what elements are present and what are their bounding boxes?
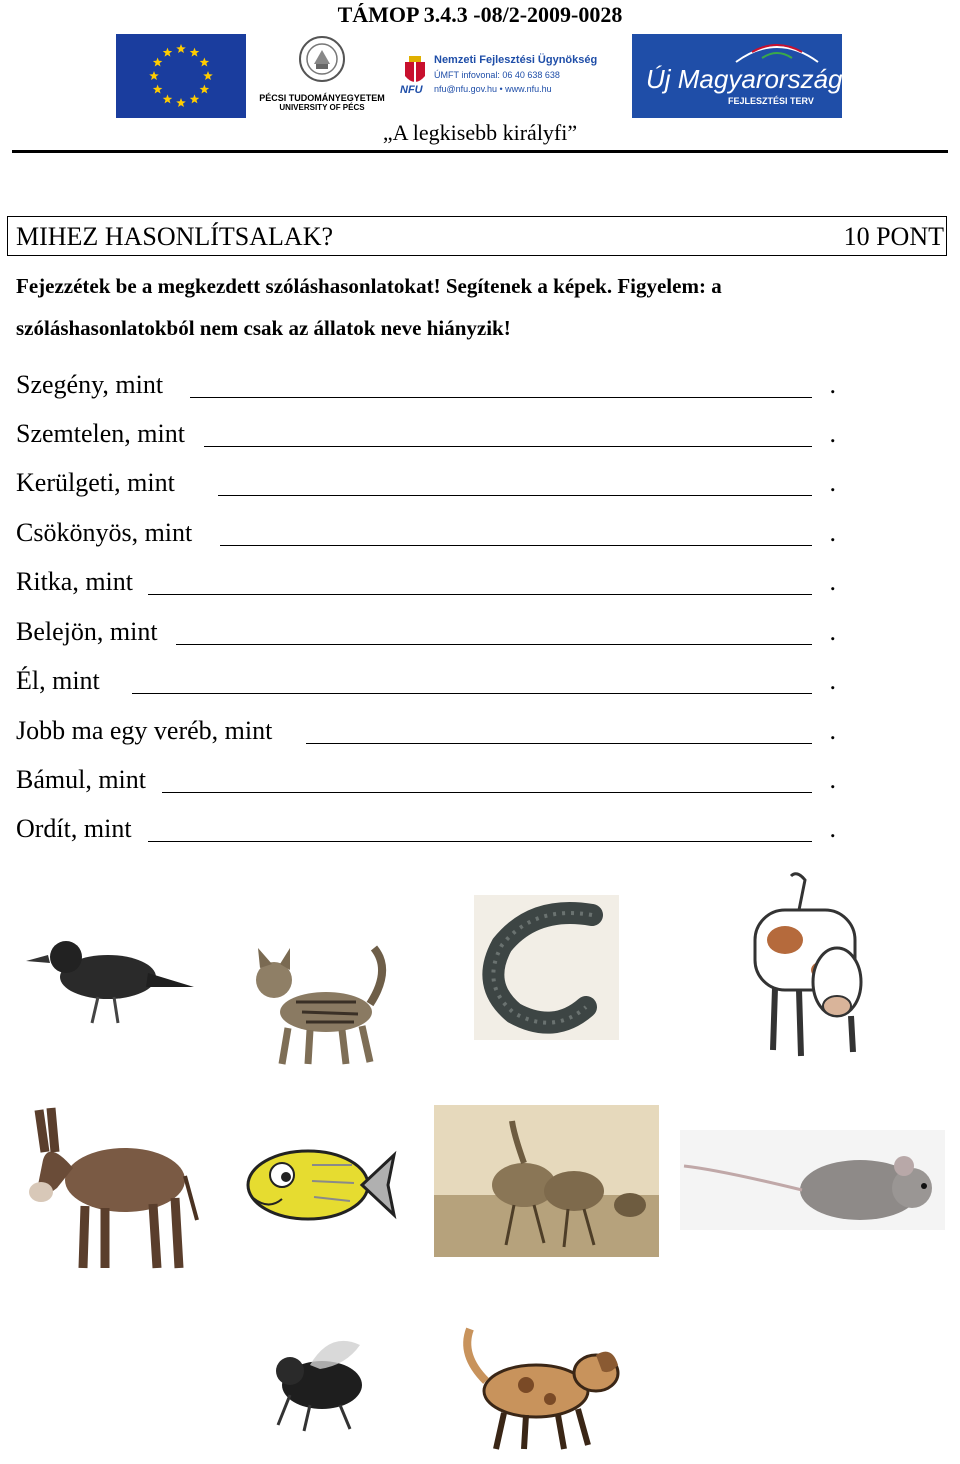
- exercise-row: [16, 370, 846, 404]
- instruction-line-1: Fejezzétek be a megkezdett szóláshasonlatokat! Segítenek a képek. Figyelem: a: [16, 274, 722, 298]
- exercise-prompt: Bámul, mint: [16, 765, 146, 794]
- pte-name-en: UNIVERSITY OF PÉCS: [279, 103, 365, 112]
- exercise-prompt: Szegény, mint: [16, 370, 164, 399]
- cat-image: [246, 940, 396, 1070]
- exercise-row: [16, 518, 846, 552]
- exercise-row: [16, 468, 846, 502]
- task-points: 10 PONT: [843, 222, 944, 251]
- exercise-row: [16, 617, 846, 651]
- mouse-image: [680, 1130, 945, 1230]
- sentence-period: .: [829, 814, 836, 843]
- exercise-prompt: Jobb ma egy veréb, mint: [16, 716, 273, 745]
- exercise-row: [16, 814, 846, 848]
- worksheet-subtitle: „A legkisebb királyfi”: [382, 120, 578, 145]
- exercise-prompt: Kerülgeti, mint: [16, 468, 175, 497]
- exercise-prompt: Csökönyös, mint: [16, 518, 193, 547]
- answer-line[interactable]: [148, 594, 812, 595]
- answer-line[interactable]: [190, 397, 812, 398]
- nfu-name: Nemzeti Fejlesztési Ügynökség: [434, 54, 598, 66]
- pte-name: PÉCSI TUDOMÁNYEGYETEM: [259, 93, 385, 103]
- exercise-row: [16, 765, 846, 799]
- exercise-prompt: Szemtelen, mint: [16, 419, 185, 448]
- exercise-row: [16, 567, 846, 601]
- answer-line[interactable]: [218, 495, 812, 496]
- instruction-line-2: szóláshasonlatokból nem csak az állatok neve hiányzik!: [16, 316, 511, 340]
- crow-image: [18, 915, 198, 1030]
- worm-image: [474, 895, 619, 1040]
- um-name: Új Magyarország: [646, 64, 843, 94]
- uj-magyarorszag-logo: [632, 34, 842, 118]
- cow-image: [735, 870, 895, 1065]
- um-sub: FEJLESZTÉSI TERV: [728, 96, 814, 106]
- answer-line[interactable]: [162, 792, 812, 793]
- sentence-period: .: [829, 468, 836, 497]
- task-title: MIHEZ HASONLÍTSALAK?: [16, 222, 334, 251]
- dog-image: [446, 1325, 634, 1455]
- sentence-period: .: [829, 518, 836, 547]
- sentence-period: .: [829, 617, 836, 646]
- sentence-period: .: [829, 567, 836, 596]
- exercise-prompt: Él, mint: [16, 666, 100, 695]
- bustard-image: [434, 1105, 659, 1257]
- exercise-prompt: Ordít, mint: [16, 814, 132, 843]
- exercise-row: [16, 419, 846, 453]
- answer-line[interactable]: [306, 743, 812, 744]
- exercise-prompt: Belejön, mint: [16, 617, 158, 646]
- nfu-abbr: NFU: [400, 84, 423, 96]
- sentence-period: .: [829, 765, 836, 794]
- fly-image: [250, 1325, 385, 1435]
- header-divider: [12, 150, 948, 153]
- exercise-row: [16, 716, 846, 750]
- answer-line[interactable]: [132, 693, 812, 694]
- fish-image: [242, 1135, 397, 1235]
- pte-seal-icon: [258, 34, 386, 84]
- sentence-period: .: [829, 370, 836, 399]
- pte-logo: [258, 34, 386, 118]
- exercise-row: [16, 666, 846, 700]
- sentence-period: .: [829, 716, 836, 745]
- nfu-logo: [400, 34, 625, 118]
- sentence-period: .: [829, 419, 836, 448]
- sentence-period: .: [829, 666, 836, 695]
- eu-flag-logo: [116, 34, 246, 118]
- page-header-title: TÁMOP 3.4.3 -08/2-2009-0028: [337, 2, 623, 27]
- arc-stars-icon: [732, 38, 822, 64]
- answer-line[interactable]: [148, 841, 812, 842]
- nfu-contact: nfu@nfu.gov.hu • www.nfu.hu: [434, 84, 552, 94]
- answer-line[interactable]: [176, 644, 812, 645]
- answer-line[interactable]: [204, 446, 812, 447]
- donkey-image: [15, 1090, 200, 1275]
- nfu-hotline: ÚMFT infovonal: 06 40 638 638: [434, 70, 560, 80]
- answer-line[interactable]: [220, 545, 812, 546]
- exercise-prompt: Ritka, mint: [16, 567, 133, 596]
